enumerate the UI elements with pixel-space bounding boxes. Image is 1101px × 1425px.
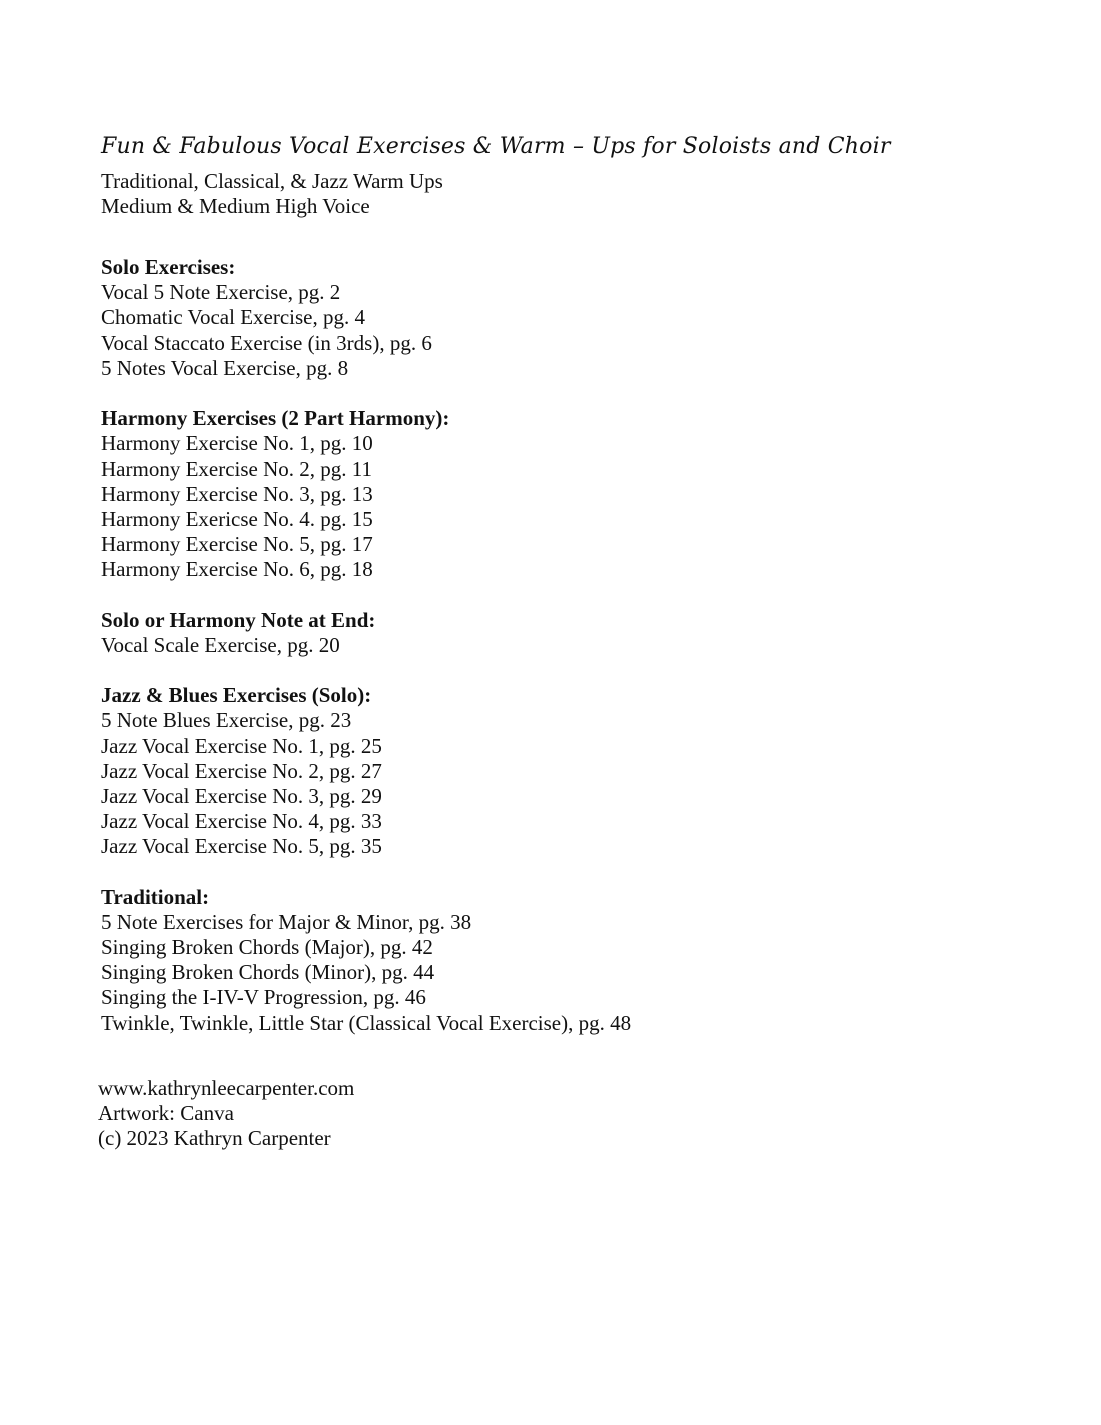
list-item: Harmony Exercise No. 1, pg. 10	[101, 431, 373, 456]
list-item: Harmony Exercise No. 3, pg. 13	[101, 481, 373, 506]
list-item: 5 Note Exercises for Major & Minor, pg. 38	[101, 909, 472, 934]
list-item: Chomatic Vocal Exercise, pg. 4	[101, 305, 365, 330]
list-item: Harmony Exercise No. 5, pg. 17	[101, 532, 373, 557]
list-item: Vocal Staccato Exercise (in 3rds), pg. 6	[101, 330, 432, 355]
list-item: 5 Note Blues Exercise, pg. 23	[101, 708, 352, 733]
document-title: Fun & Fabulous Vocal Exercises & Warm – Ups for Soloists and Choir	[101, 134, 891, 159]
section-heading: Solo Exercises:	[101, 255, 236, 279]
list-item: Singing Broken Chords (Major), pg. 42	[101, 935, 433, 960]
section-heading: Harmony Exercises (2 Part Harmony):	[101, 406, 450, 431]
section-item-list	[101, 431, 631, 582]
section-solo-or-harmony	[101, 608, 631, 658]
section-solo-exercises	[101, 255, 631, 381]
section-item-list	[101, 910, 631, 1036]
list-item: Jazz Vocal Exercise No. 3, pg. 29	[101, 783, 382, 808]
section-jazz-blues-exercises	[101, 683, 631, 859]
section-item-list	[101, 708, 631, 859]
list-item: Singing Broken Chords (Minor), pg. 44	[101, 960, 435, 985]
list-item: Jazz Vocal Exercise No. 5, pg. 35	[101, 834, 382, 859]
list-item: Harmony Exercise No. 6, pg. 18	[101, 557, 373, 582]
artwork-credit: Artwork: Canva	[98, 1101, 234, 1126]
subtitle-line: Traditional, Classical, & Jazz Warm Ups	[101, 169, 443, 193]
list-item: Vocal 5 Note Exercise, pg. 2	[101, 280, 341, 305]
subtitle-line: Medium & Medium High Voice	[101, 194, 370, 219]
section-harmony-exercises	[101, 406, 631, 582]
table-of-contents	[101, 255, 631, 1061]
section-traditional	[101, 885, 631, 1036]
subtitle-block	[101, 169, 443, 219]
list-item: 5 Notes Vocal Exercise, pg. 8	[101, 355, 349, 380]
section-heading: Traditional:	[101, 884, 210, 909]
website-text: www.kathrynleecarpenter.com	[98, 1076, 355, 1100]
list-item: Vocal Scale Exercise, pg. 20	[101, 632, 340, 657]
list-item: Twinkle, Twinkle, Little Star (Classical Vocal Exercise), pg. 48	[101, 1010, 632, 1035]
list-item: Singing the I-IV-V Progression, pg. 46	[101, 985, 426, 1010]
section-heading: Jazz & Blues Exercises (Solo):	[101, 683, 372, 708]
footer-block	[98, 1076, 354, 1152]
copyright-text: (c) 2023 Kathryn Carpenter	[98, 1126, 331, 1151]
list-item: Harmony Exericse No. 4. pg. 15	[101, 506, 373, 531]
section-heading: Solo or Harmony Note at End:	[101, 607, 376, 632]
list-item: Jazz Vocal Exercise No. 2, pg. 27	[101, 758, 382, 783]
section-item-list	[101, 633, 631, 658]
list-item: Harmony Exercise No. 2, pg. 11	[101, 456, 372, 481]
list-item: Jazz Vocal Exercise No. 4, pg. 33	[101, 809, 382, 834]
section-item-list	[101, 280, 631, 381]
list-item: Jazz Vocal Exercise No. 1, pg. 25	[101, 733, 382, 758]
